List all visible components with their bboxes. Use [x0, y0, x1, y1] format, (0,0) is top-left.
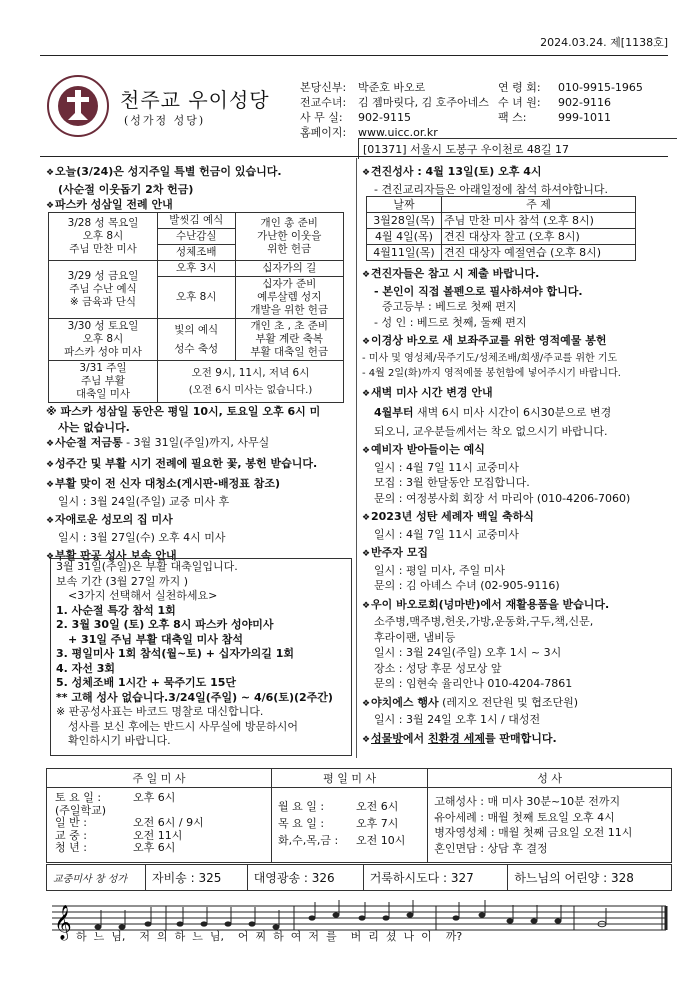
address: [01371] 서울시 도봉구 우이천로 48길 17	[358, 138, 677, 159]
hymn-sanctus: 거룩하시도다 : 327	[363, 865, 508, 891]
confirmation-schedule: 날짜 주 제 3월28일(목) 주님 만찬 미사 참석 (오후 8시) 4월 4일(목) 견진 대상자 찰고 (오후 8시) 4월11일(목) 견진 대상자 예절연습 (오후 8시)	[366, 196, 636, 261]
liturgy-day-sat: 3/30 성 토요일 오후 8시 파스카 성야 미사	[49, 319, 158, 361]
treble-clef-icon: 𝄞	[54, 905, 72, 940]
hymns-table	[46, 864, 672, 891]
sunday-mass-list: 토 요 일 : 오후 6시 (주일학교) 일 반 : 오전 6시 / 9시 교 중 : 오전 11시 청 년 : 오후 6시	[47, 788, 272, 863]
contact-info-right: 연 령 회: 010-9915-1965 수 녀 원: 902-9116 팩 스: 999-1011	[498, 81, 643, 124]
hymn-agnus-dei: 하느님의 어린양 : 328	[508, 865, 672, 891]
top-rule	[40, 55, 668, 56]
hymn-kyrie: 자비송 : 325	[146, 865, 248, 891]
right-column: ❖견진성사 : 4월 13일(토) 오후 4시 - 견진교리자들은 아래일정에 참석 하셔야합니다.	[362, 165, 608, 196]
issue-date: 2024.03.24. 제[1138호]	[540, 36, 668, 49]
weekday-mass-list: 월 요 일 : 오전 6시 목 요 일 : 오후 7시 화,수,목,금 : 오전 10시	[272, 788, 428, 863]
weekday-mass-header: 평 일 미 사	[272, 769, 428, 788]
left-notices: ※ 파스카 성삼일 동안은 평일 10시, 토요일 오후 6시 미 사는 없습니다. ❖사순절 저금통 - 3월 31일(주일)까지, 사무실 ❖성주간 및 부활 시기 전례에 필요한 꽃, 봉헌 받습니다. ❖부활 맞이 전 신자 대청소(게시판-배정표 참조) 일시 : 3월 24일(주일) 교중 미사 후 ❖자애로운 성모의 집 미사 일시 : 3월 27일(수) 오후 4시 미사 ❖부활 판공 성사 보속 안내	[46, 405, 321, 562]
liturgy-day-thu: 3/28 성 목요일 오후 8시 주님 만찬 미사	[49, 213, 158, 261]
church-name: 천주교 우이성당	[120, 88, 270, 112]
hymns-label: 교중미사 창 성가	[47, 865, 146, 891]
liturgy-day-sun: 3/31 주일 주님 부활 대축일 미사	[49, 361, 158, 403]
liturgy-day-fri: 3/29 성 금요일 주님 수난 예식 ※ 금육과 단식	[49, 261, 158, 319]
homepage-link[interactable]: www.uicc.or.kr	[358, 126, 438, 139]
sacrament-list: 고해성사 : 매 미사 30분~10분 전까지 유아세례 : 매월 첫째 토요일 오후 4시 병자영성체 : 매월 첫째 금요일 오전 11시 혼인면담 : 상담 후 결정	[428, 788, 672, 863]
header-rule	[40, 156, 668, 157]
mass-schedule-table	[46, 768, 672, 863]
sacrament-header: 성 사	[428, 769, 672, 788]
hymn-gloria: 대영광송 : 326	[247, 865, 363, 891]
hymn-lyrics: 하 느 님, 저 의 하 느 님, 어 찌 하 여 저 를 버 리 셨 나 이 까?	[76, 930, 463, 943]
right-notices: ❖견진자들은 참고 시 제출 바랍니다. - 본인이 직접 볼펜으로 필사하셔야 합니다. 증고등부 : 베드로 첫째 편지 - 성 인 : 베드로 첫째, 둘째 편지 ❖이경상 바오로 새 보좌주교를 위한 영적예물 봉헌 - 미사 및 영성체/묵주기도/성체조배/희생/주교를 위한 기도 - 4월 2일(화)까지 영적예물 봉헌함에 넣어주시기 바랍니다. ❖새벽 미사 시간 변경 안내 4월부터 새벽 6시 미사 시간이 6시30분으로 변경 되오니, 교우분들께서는 착오 없으시기 바랍니다. ❖예비자 받아들이는 예식 일시 : 4월 7일 11시 교중미사 모집 : 3월 한달동안 모집합니다. 문의 : 여정봉사회 회장 서 마리아 (010-4206-7060) ❖2023년 성탄 세례자 백일 축하식 일시 : 4월 7일 11시 교중미사 ❖반주자 모집 일시 : 평일 미사, 주일 미사 문의 : 김 아녜스 수녀 (02-905-9116) ❖우이 바오로회(넝마반)에서 재활용품을 받습니다. 소주병,맥주병,헌옷,가방,운동화,구두,책,신문, 후라이팬, 냄비등 일시 : 3월 24일(주일) 오후 1시 ~ 3시 장소 : 성당 후문 성모상 앞 문의 : 임현숙 율리안나 010-4204-7861 ❖야치에스 행사 (레지오 전단원 및 협조단원) 일시 : 3월 24일 오후 1시 / 대성전 ❖성물방에서 친환경 세제를 판매합니다.	[362, 267, 631, 745]
church-subtitle: (성가정 성당)	[124, 114, 206, 127]
sunday-mass-header: 주 일 미 사	[47, 769, 272, 788]
left-column: ❖오늘(3/24)은 성지주일 특별 헌금이 있습니다. (사순절 이웃돕기 2차 헌금) ❖파스카 성삼일 전례 안내	[46, 165, 282, 211]
contact-info-left: 본당신부: 박준호 바오로 전교수녀: 김 젬마릿다, 김 호주아네스 사 무 실: 902-9115 홈페이지: www.uicc.or.kr	[300, 81, 489, 139]
liturgy-table: 3/28 성 목요일 오후 8시 주님 만찬 미사 발씻김 예식 개인 총 준비 가난한 이웃을 위한 헌금 수난감실 성체조배 3/29 성 금요일 주님 수난 예식 ※ 금육과 단식 오후 3시 십자가의 길 오후 8시 십자가 준비 예루살렘 성지 개발을 위한 헌금 3/30 성 토요일 오후 8시 파스카 성야 미사 빛의 예식 성수 축성 개인 초 , 초 준비 부활 계란 축복 부활 대축일 헌금 3/31 주일 주님 부활 대축일 미사 오전 9시, 11시, 저녁 6시 (오전 6시 미사는 없습니다.)	[48, 212, 344, 403]
penance-box: 3월 31일(주일)은 부활 대축일입니다. 보속 기간 (3월 27일 까지 ) <3가지 선택해서 실천하세요> 1. 사순절 특강 참석 1회 2. 3월 30일 (토) 오후 8시 파스카 성야미사 + 31일 주님 부활 대축일 미사 참석 3. 평일미사 1회 참석(월~토) + 십자가의길 1회 4. 자선 3회 5. 성체조배 1시간 + 묵주기도 15단 ** 고해 성사 없습니다.3/24일(주일) ~ 4/6(토)(2주간) ※ 판공성사표는 바코드 명찰로 대신합니다. 성사를 보신 후에는 반드시 사무실에 방문하시어 확인하시기 바랍니다.	[50, 558, 352, 756]
church-logo	[46, 74, 110, 138]
column-divider	[356, 158, 357, 758]
